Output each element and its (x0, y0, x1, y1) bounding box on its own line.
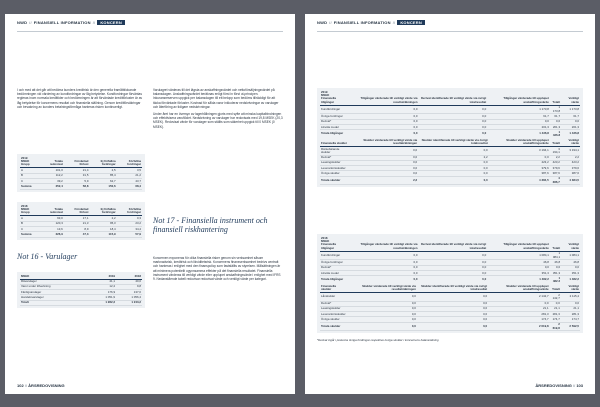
table-total-cell: 2 619,8 (488, 322, 550, 331)
table-total-cell: 0,0 (348, 130, 418, 139)
table-cell: 62,7 (89, 179, 116, 184)
table-header-cell: Totalt (550, 90, 561, 105)
table-cell: 1 084,1 (487, 251, 550, 260)
table-cell: 2,2 (550, 155, 561, 160)
table-total-cell: 1 436,8 (561, 130, 580, 139)
table-total-cell: 0,0 (418, 176, 488, 185)
table-cell: 0,0 (550, 119, 561, 124)
table-cell: 0,3 (117, 216, 142, 221)
table-cell: 0,0 (550, 301, 561, 306)
table-total-cell: 47,3 (64, 232, 90, 237)
table-cell: 0,0 (348, 265, 418, 270)
page-header: NWD // FINANSIELL INFORMATION // KONCERN (17, 20, 283, 30)
table-cell: 0,0 (417, 301, 488, 306)
table-cell: 0,0 (417, 312, 488, 317)
table-header-cell: Finansiella skulder (320, 284, 348, 293)
header-section: FINANSIELL INFORMATION (333, 20, 391, 25)
table-header-cell: Förfallna fordringar (117, 156, 142, 168)
table-total-cell: 4 384,5 (489, 176, 550, 185)
table-cell: 387,6 (561, 171, 580, 176)
table-header-cell: Derivat identifierade till verkligt värde via övrigt totalresultat (418, 236, 487, 251)
table-cell: 0,0 (348, 125, 418, 130)
table-cell: 21,1 (488, 306, 550, 311)
table-total-cell: 0,0 (417, 322, 488, 331)
table-total-row (20, 184, 142, 189)
table-cell: 21,1 (561, 306, 580, 311)
table-cell: 12,4 (90, 284, 116, 289)
table-cell: 2 115,4 (561, 293, 580, 302)
table-row (320, 105, 580, 114)
table-cell: 281,3 (550, 312, 561, 317)
table-cell: 3 194,1 (561, 147, 580, 156)
table-header-cell: MSEK (20, 274, 90, 279)
header-divider (317, 31, 583, 32)
table-cell: 1 056,4 (116, 295, 142, 300)
table-cell: 0,0 (348, 251, 418, 260)
table-total-cell: Totala tillgångar (320, 130, 348, 139)
table-total-cell: 2 619,8 (550, 322, 561, 331)
table-cell: Övriga skulder (320, 317, 348, 322)
table-cell: Derivat* (320, 155, 350, 160)
table-cell: 17,1 (64, 216, 90, 221)
table-header-cell: Skulder värderade till verkligt värde via resultaträkningen (348, 284, 417, 293)
table-header-cell: Ej förfallna fordringar (89, 204, 116, 216)
table-total-cell: Totala skulder (320, 176, 350, 185)
table-cell: 9,8 (116, 284, 142, 289)
table-total-cell: 1 482,2 (561, 276, 580, 285)
table-header-cell: Skulder identifierade till verkligt värde via övrigt totalresultat (417, 284, 488, 293)
aging-table-2019 (17, 154, 145, 192)
table-cell: 0,0 (418, 171, 488, 176)
table-total-cell: 1 482,2 (487, 276, 550, 285)
table-cell: 13,6 (40, 227, 64, 232)
table-cell: 21,2 (117, 173, 142, 178)
table-header-cell: Derivat identifierade till verkligt värde via övrigt totalresultat (418, 90, 487, 105)
table-cell: 387,6 (550, 171, 561, 176)
page-header: NWD // FINANSIELL INFORMATION // KONCERN (317, 20, 583, 30)
table-cell: 0,0 (418, 260, 487, 265)
table-cell: 3 194,1 (550, 147, 561, 156)
table-header-cell: 2019 MSEK Grupp (20, 156, 40, 168)
table-cell: 0,0 (487, 119, 550, 124)
table-cell: 0,0 (418, 166, 488, 171)
table-cell: 0,0 (348, 271, 418, 276)
table-total-row (20, 300, 142, 305)
table-cell: 0,0 (348, 293, 417, 302)
table-header-row (320, 90, 580, 105)
table-total-cell: 1 (550, 130, 561, 139)
table-header-row (320, 284, 580, 293)
table-cell: 61,7 (561, 114, 580, 119)
table-total-row (320, 176, 580, 185)
table-cell: 93,0 (40, 216, 64, 221)
table-cell: A (20, 216, 40, 221)
table-cell: 0,0 (488, 301, 550, 306)
table-total-cell: 58,8 (64, 184, 90, 189)
table-total-cell: 0,0 (418, 130, 487, 139)
table-cell: 0,0 (418, 271, 487, 276)
table-cell: Leverantörsskulder (320, 166, 350, 171)
header-company: NWD (317, 20, 328, 25)
footnote: *Derivat ingår i posterna övriga fordringar respektive övriga skulder i koncernens balansräkning (317, 338, 439, 342)
table-cell: 0,0 (418, 105, 487, 114)
table-cell: 137,0 (116, 290, 142, 295)
header-tag: KONCERN (97, 20, 125, 25)
table-header-row (20, 204, 142, 216)
table-cell: 0,0 (561, 265, 580, 270)
table-header-cell: 2019 (90, 274, 116, 279)
table-total-row (20, 232, 142, 237)
table-total-cell: 4 386,7 (550, 176, 561, 185)
table-cell: Varor under tillverkning (20, 284, 90, 289)
table-cell: 85,4 (89, 173, 116, 178)
table-header-cell: Totalt (550, 236, 561, 251)
table-cell: 120,3 (40, 221, 64, 226)
table-cell: 39,2 (40, 179, 64, 184)
table-total-cell: 2 592,5 (561, 322, 580, 331)
mid-text-2: Under året har en översyn av lagerhållningen gjorts med syfte att minska kapitalbindningen och effektivisera varuflödet. Nedskrivning av varulager har redovisats med 19,8 MSEK (20,3 MSEK). Redovisat värde för varulager som ställts som säkerhet uppgick till 0 MSEK (0 MSEK). (153, 112, 283, 129)
table-cell: Övriga skulder (320, 171, 350, 176)
table-cell: 351,3 (487, 271, 550, 276)
table-header-cell: Verkligt värde (561, 90, 580, 105)
left-column-1 (17, 88, 145, 112)
header-divider (17, 31, 283, 32)
table-cell: Derivat* (320, 301, 348, 306)
table-cell: 0,0 (487, 265, 550, 270)
table-total-cell: 1 243,2 (116, 300, 142, 305)
table-header-cell: Skulder värderade till upplupet anskaffningsvärde (489, 138, 550, 147)
table-cell: 0,0 (418, 265, 487, 270)
table-cell: 0,0 (348, 306, 417, 311)
table-cell: 0,0 (418, 114, 487, 119)
table-header-cell: Tillgångar värderade till verkligt värde via resultaträkningen (348, 90, 418, 105)
table-cell: 8,9 (64, 227, 90, 232)
table-header-cell: Verkligt värde (561, 236, 580, 251)
left-column-2 (153, 88, 283, 132)
table-cell: 351,3 (561, 271, 580, 276)
table-header-cell: Förfallna fordringar (117, 204, 142, 216)
table-cell: 18,4 (89, 227, 116, 232)
table-header-cell: Tillgångar värderade till verkligt värde via resultaträkningen (348, 236, 418, 251)
table-cell: Övriga fordringar (320, 260, 348, 265)
table-cell: 281,3 (561, 312, 580, 317)
table-header-row (320, 138, 580, 147)
table-cell: 2 142,7 (550, 293, 561, 302)
table-header-cell: Totalt (550, 138, 561, 147)
table-cell: Likvida medel (320, 271, 348, 276)
table-cell: 2,2 (418, 155, 488, 160)
table-cell: 0,0 (348, 114, 418, 119)
fin-liabilities-2018 (317, 282, 583, 333)
table-cell: 5,9 (64, 179, 90, 184)
table-header-row (320, 236, 580, 251)
table-cell: 2,5 (89, 168, 116, 173)
table-cell: 0,0 (489, 155, 550, 160)
left-footer-label: ÅRSREDOVISNING (28, 383, 65, 388)
left-page (5, 14, 295, 394)
table-header-cell: Totala redovisat (40, 156, 64, 168)
table-cell: 0,0 (350, 147, 419, 156)
table-total-cell: 1 436,8 (487, 130, 550, 139)
table-cell: 0,0 (348, 301, 417, 306)
table-cell: Lånskulder (320, 293, 348, 302)
table-cell: Kundfordringar (320, 251, 348, 260)
table-cell: 0,0 (350, 160, 419, 165)
table-row (320, 147, 580, 156)
table-cell: 174,7 (550, 317, 561, 322)
table-total-cell: 252,4 (40, 184, 64, 189)
table-cell: 3 194,1 (489, 147, 550, 156)
table-cell: 61,7 (487, 114, 550, 119)
table-header-cell: Skulder identifierade till verkligt värde via övrigt totalresultat (418, 138, 488, 147)
fin-liabilities-2019 (317, 136, 583, 187)
table-cell: 21,4 (64, 168, 90, 173)
table-row (320, 293, 580, 302)
table-cell: 0,0 (418, 125, 487, 130)
table-total-cell: 1 (550, 276, 561, 285)
table-cell: 0,0 (418, 160, 488, 165)
table-cell: 0,0 (350, 155, 419, 160)
table-total-cell: Totalt (20, 300, 90, 305)
table-header-cell: Verkligt värde (561, 138, 580, 147)
note16-heading: Not 16 - Varulager (17, 252, 78, 261)
note17-column (153, 256, 283, 284)
table-cell: 1 084,1 (561, 251, 580, 260)
table-cell: 0,0 (348, 317, 417, 322)
table-cell: 0,0 (561, 119, 580, 124)
header-tag: KONCERN (397, 20, 425, 25)
table-cell: 0,0 (417, 293, 488, 302)
table-cell: 0,0 (418, 119, 487, 124)
table-cell: 1 051,9 (90, 295, 116, 300)
table-total-cell: Summa (20, 184, 40, 189)
table-cell: 46,8 (550, 260, 561, 265)
table-cell: Leverantörsskulder (320, 312, 348, 317)
fin-assets-2019 (317, 88, 583, 141)
table-cell: 0,0 (348, 119, 418, 124)
table-cell: 46,8 (487, 260, 550, 265)
table-total-row (320, 322, 580, 331)
table-cell: 101,0 (40, 168, 64, 173)
left-footer: 102 // ÅRSREDOVISNING (17, 383, 65, 388)
table-total-cell: 115,9 (89, 232, 116, 237)
table-cell: Räntebärande skulder (320, 147, 350, 156)
table-cell: Leasingskulder (320, 306, 348, 311)
table-header-cell: Tillgångar värderade till upplupet anskaffningsvärde (487, 90, 550, 105)
left-page-number: 102 (17, 383, 24, 388)
table-total-cell: 0,0 (348, 322, 417, 331)
table-cell: C (20, 227, 40, 232)
table-cell: B (20, 221, 40, 226)
table-cell: 112,2 (40, 173, 64, 178)
table-cell: 21,3 (64, 221, 90, 226)
table-cell: 31,5 (64, 173, 90, 178)
table-cell: 0,0 (350, 171, 419, 176)
table-cell: 0,0 (418, 251, 487, 260)
table-cell: 3,5 (117, 168, 142, 173)
table-cell: 176,9 (90, 290, 116, 295)
table-cell: 0,0 (550, 265, 561, 270)
table-cell: 0,0 (418, 147, 488, 156)
aging-table-2018 (17, 202, 145, 240)
table-total-cell: 4 384,5 (561, 176, 580, 185)
table-cell: 21,1 (550, 306, 561, 311)
table-total-cell: 0,0 (348, 276, 418, 285)
table-cell: 1 084,1 (550, 251, 561, 260)
table-total-cell: 0,0 (418, 276, 487, 285)
table-header-cell: Ej förfallna fordringar (89, 156, 116, 168)
table-header-cell: Förväntad förlust (64, 156, 90, 168)
table-header-cell: Tillgångar värderade till upplupet anskaffningsvärde (487, 236, 550, 251)
table-cell: Derivat* (320, 265, 348, 270)
table-cell: 0,0 (417, 317, 488, 322)
right-page-number: 103 (576, 383, 583, 388)
table-cell: 0,0 (348, 260, 418, 265)
note17-text: Koncernen exponeras för olika finansiella risker genom sin verksamhet såsom marknadsrisk, kreditrisk och likviditetsrisk. Koncernens finansverksamhet bedrivs centralt och hanteras i enlighet med den finanspolicy som fastställts av styrelsen. Målsättningen är att minimera potentiellt ogynnsamma effekter på det finansiella resultatet. Finansiella instrument värderas till verkligt värde eller upplupet anskaffningsvärde i enlighet med IFRS 9. Nedanstående tabell redovisar redovisat värde och verkligt värde per kategori. (153, 256, 281, 282)
table-cell: Färdigvarulager (20, 290, 90, 295)
table-cell: 40,0 (116, 279, 142, 284)
table-header-cell: Förväntad förlust (64, 204, 90, 216)
table-cell: 174,7 (561, 317, 580, 322)
header-company: NWD (17, 20, 28, 25)
table-total-cell: 2,2 (350, 176, 419, 185)
table-cell: 423,2 (550, 160, 561, 165)
table-total-cell: 1 282,3 (90, 300, 116, 305)
table-cell: 43,7 (117, 179, 142, 184)
table-cell: 0,0 (348, 105, 418, 114)
table-total-cell: 226,9 (40, 232, 64, 237)
mid-text-1: Varulagret värderas till det lägsta av anskaffningsvärdet och nettoförsäljningsvärdet på balansdagen. Anskaffningsvärdet beräknas enligt först in först ut-principen. Inkuransreserven uppgick per balansdagen till ett belopp som bedöms tillräckligt för att täcka förväntade förluster. Kostnad för sålda varor inkluderar nedskrivningar av varulager och återföring av tidigare nedskrivningar. (153, 88, 279, 109)
intro-text: I och med att det går att bedöma kunders kreditrisk är den generella framåtblickande bedömningen vid värdering av kundfordringar av låg betydelse. Kundfordringar förväntas regleras inom normala kredittider och bedömningen är att förväntade kreditförluster är av låg betydelse för koncernens resultat och finansiella ställning. Genom kreditförsäkringar och bevakning av kunders betalningsförmåga hanteras risken kontinuerligt. (17, 88, 143, 109)
table-total-cell: Summa (20, 232, 40, 237)
table-total-cell: Totala skulder (320, 322, 348, 331)
table-cell: 387,6 (489, 171, 550, 176)
table-header-cell: Skulder värderade till upplupet anskaffningsvärde (488, 284, 550, 293)
table-cell: C (20, 179, 40, 184)
table-cell: 34,4 (117, 227, 142, 232)
note17-heading: Not 17 - Finansiella instrument och finansiell riskhantering (153, 216, 268, 234)
table-cell: 423,2 (489, 160, 550, 165)
table-cell: 0,0 (561, 301, 580, 306)
table-header-cell: 2018 MSEK Grupp (20, 204, 40, 216)
table-cell: 379,6 (489, 166, 550, 171)
table-cell: Derivat* (320, 119, 348, 124)
table-header-cell: Verkligt värde (561, 284, 580, 293)
table-cell: 201,3 (550, 125, 561, 130)
table-total-cell: 68,4 (117, 184, 142, 189)
table-cell: 2 142,7 (488, 293, 550, 302)
table-cell: B (20, 173, 40, 178)
table-cell: Övriga fordringar (320, 114, 348, 119)
table-cell: 281,3 (488, 312, 550, 317)
table-cell: 1 173,8 (550, 105, 561, 114)
table-cell: 201,3 (487, 125, 550, 130)
table-cell: 46,8 (561, 260, 580, 265)
table-header-row (20, 156, 142, 168)
table-cell: 0,0 (348, 312, 417, 317)
table-total-cell: Totala tillgångar (320, 276, 348, 285)
right-footer-label: ÅRSREDOVISNING (535, 383, 572, 388)
table-cell: 1 173,8 (561, 105, 580, 114)
table-cell: 379,6 (561, 166, 580, 171)
fin-assets-2018 (317, 234, 583, 287)
header-section: FINANSIELL INFORMATION (33, 20, 91, 25)
table-cell: 423,2 (561, 160, 580, 165)
table-cell: Leasingskulder (320, 160, 350, 165)
table-row (320, 251, 580, 260)
table-cell: Likvida medel (320, 125, 348, 130)
table-cell: Råvarulager (20, 279, 90, 284)
right-page (305, 14, 595, 394)
table-cell: 351,3 (550, 271, 561, 276)
table-header-cell: 2018 (116, 274, 142, 279)
table-cell: 61,7 (550, 114, 561, 119)
table-cell: Handelsvarulager (20, 295, 90, 300)
table-cell: A (20, 168, 40, 173)
table-cell: 0,0 (417, 306, 488, 311)
table-header-cell: 2018 MSEK Finansiella tillgångar (320, 236, 348, 251)
table-cell: 379,6 (550, 166, 561, 171)
table-header-cell: Skulder värderade till verkligt värde via resultaträkningen (350, 138, 419, 147)
table-header-cell: Totala redovisat (40, 204, 64, 216)
table-cell: 2,2 (89, 216, 116, 221)
table-header-cell: Totalt (550, 284, 561, 293)
table-cell: 0,0 (350, 166, 419, 171)
table-cell: 41,1 (90, 279, 116, 284)
table-header-cell: 2019 MSEK Finansiella tillgångar (320, 90, 348, 105)
table-cell: Kundfordringar (320, 105, 348, 114)
table-cell: 23,2 (117, 221, 142, 226)
table-cell: 2,2 (561, 155, 580, 160)
table-cell: 95,3 (89, 221, 116, 226)
right-footer: ÅRSREDOVISNING // 103 (535, 383, 583, 388)
inventory-table (17, 272, 145, 308)
table-cell: 174,7 (488, 317, 550, 322)
table-total-cell: 150,6 (89, 184, 116, 189)
table-header-cell: Finansiella skulder (320, 138, 350, 147)
table-cell: 201,3 (561, 125, 580, 130)
table-total-cell: 57,9 (117, 232, 142, 237)
table-cell: 1 173,8 (487, 105, 550, 114)
